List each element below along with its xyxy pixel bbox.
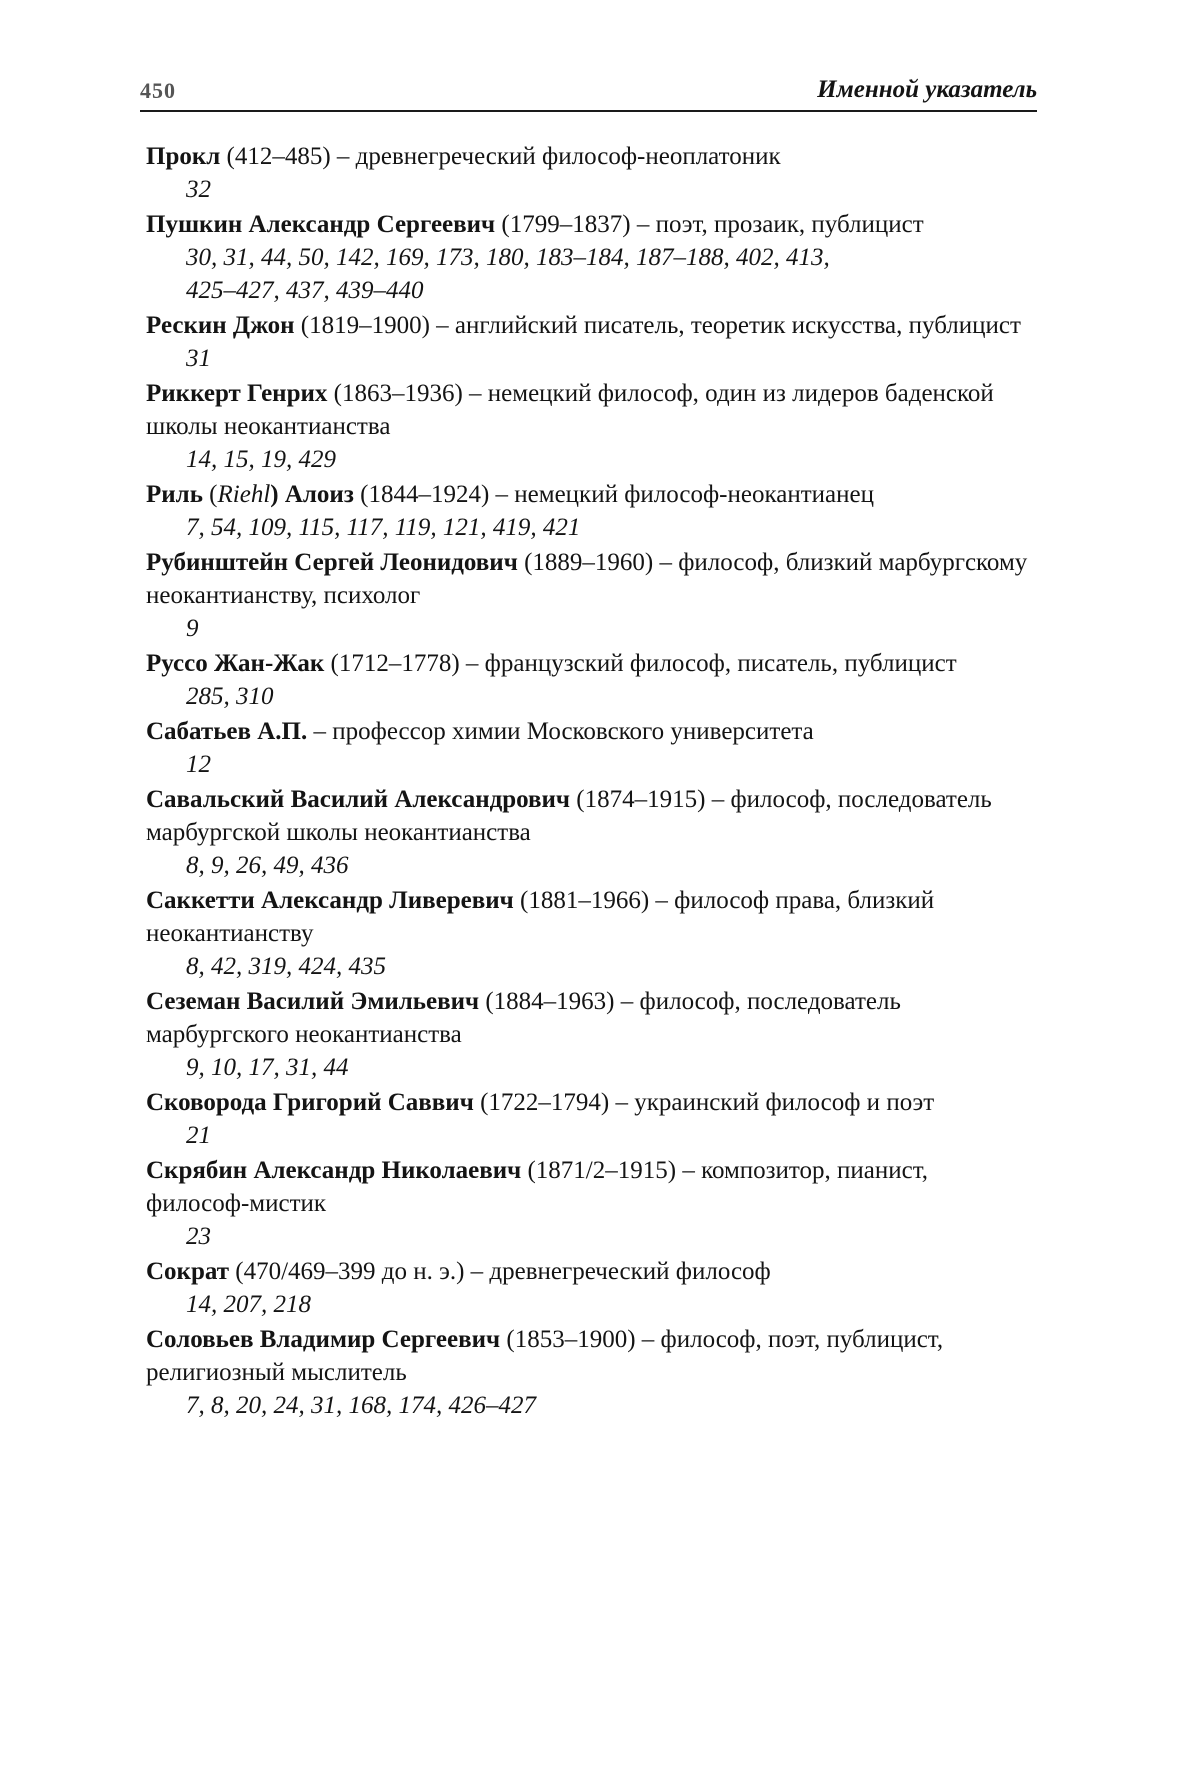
page-references: 21 xyxy=(186,1122,211,1149)
person-name-cont: ) Алоиз xyxy=(270,481,354,508)
index-entry xyxy=(146,715,1036,781)
index-entry xyxy=(146,985,1036,1084)
entry-description xyxy=(146,1086,1036,1119)
page-number: 450 xyxy=(140,78,176,103)
entry-details: – профессор химии Московского университета xyxy=(307,718,814,745)
name-index-list xyxy=(146,140,1036,1424)
entry-description xyxy=(146,647,1036,680)
entry-details: (1712–1778) – французский философ, писатель, публицист xyxy=(324,650,957,677)
index-entry xyxy=(146,1154,1036,1253)
entry-details: (412–485) – древнегреческий философ-неоплатоник xyxy=(220,143,781,170)
person-name: Скрябин Александр Николаевич xyxy=(146,1157,522,1184)
index-entry xyxy=(146,1323,1036,1422)
entry-details: (1722–1794) – украинский философ и поэт xyxy=(473,1089,935,1116)
page-references: 8, 9, 26, 49, 436 xyxy=(186,852,349,879)
entry-details: (1819–1900) – английский писатель, теоретик искусства, публицист xyxy=(294,312,1021,339)
person-name: Сеземан Василий Эмильевич xyxy=(146,988,480,1015)
entry-details: (1881–1966) – философ права, близкий неокантианству xyxy=(146,887,935,947)
index-entry xyxy=(146,647,1036,713)
entry-description xyxy=(146,309,1036,342)
index-entry xyxy=(146,884,1036,983)
index-entry xyxy=(146,546,1036,645)
running-header xyxy=(140,70,1037,112)
entry-description xyxy=(146,1154,1036,1220)
person-name: Риккерт Генрих xyxy=(146,380,328,407)
person-name: Рубинштейн Сергей Леонидович xyxy=(146,549,518,576)
entry-description xyxy=(146,140,1036,173)
name-paren-open: ( xyxy=(202,481,218,508)
entry-details: (1884–1963) – философ, последователь марбургского неокантианства xyxy=(146,988,901,1048)
index-entry xyxy=(146,309,1036,375)
page-references: 285, 310 xyxy=(186,683,274,710)
person-name: Руссо Жан-Жак xyxy=(146,650,325,677)
page-references: 14, 207, 218 xyxy=(186,1291,311,1318)
person-name: Рескин Джон xyxy=(146,312,295,339)
page-references: 9, 10, 17, 31, 44 xyxy=(186,1054,349,1081)
entry-details: (470/469–399 до н. э.) – древнегреческий философ xyxy=(229,1258,771,1285)
entry-details: (1799–1837) – поэт, прозаик, публицист xyxy=(495,211,924,238)
person-name: Прокл xyxy=(146,143,221,170)
section-title: Именной указатель xyxy=(817,76,1037,103)
person-name: Сократ xyxy=(146,1258,229,1285)
person-name: Риль xyxy=(146,481,203,508)
entry-details: (1889–1960) – философ, близкий марбургскому неокантианству, психолог xyxy=(146,549,1028,609)
index-entry xyxy=(146,1255,1036,1321)
person-name: Савальский Василий Александрович xyxy=(146,786,571,813)
person-name: Соловьев Владимир Сергеевич xyxy=(146,1326,501,1353)
index-entry xyxy=(146,140,1036,206)
page-references: 32 xyxy=(186,176,211,203)
index-entry xyxy=(146,208,1036,307)
entry-description xyxy=(146,1323,1036,1389)
index-entry xyxy=(146,478,1036,544)
person-name: Сабатьев А.П. xyxy=(146,718,308,745)
page-references: 23 xyxy=(186,1223,211,1250)
page-references: 7, 54, 109, 115, 117, 119, 121, 419, 421 xyxy=(186,514,581,541)
entry-description xyxy=(146,985,1036,1051)
entry-description xyxy=(146,884,1036,950)
entry-description xyxy=(146,478,1036,511)
page-references: 31 xyxy=(186,345,211,372)
entry-description xyxy=(146,377,1036,443)
page-references: 30, 31, 44, 50, 142, 169, 173, 180, 183–184, 187–188, 402, 413, 425–427, 437, 439–440 xyxy=(186,244,830,304)
latin-name: Riehl xyxy=(217,481,271,508)
person-name: Саккетти Александр Ливеревич xyxy=(146,887,514,914)
index-entry xyxy=(146,1086,1036,1152)
person-name: Сковорода Григорий Саввич xyxy=(146,1089,474,1116)
page-references: 12 xyxy=(186,751,211,778)
entry-description xyxy=(146,208,1036,241)
entry-details: (1874–1915) – философ, последователь марбургской школы неокантианства xyxy=(146,786,992,846)
index-entry xyxy=(146,377,1036,476)
entry-description xyxy=(146,783,1036,849)
entry-details: (1853–1900) – философ, поэт, публицист, религиозный мыслитель xyxy=(146,1326,944,1386)
page-references: 14, 15, 19, 429 xyxy=(186,446,336,473)
page-references: 7, 8, 20, 24, 31, 168, 174, 426–427 xyxy=(186,1392,536,1419)
entry-details: (1871/2–1915) – композитор, пианист, философ-мистик xyxy=(146,1157,929,1217)
index-entry xyxy=(146,783,1036,882)
entry-details: (1844–1924) – немецкий философ-неокантианец xyxy=(353,481,874,508)
person-name: Пушкин Александр Сергеевич xyxy=(146,211,496,238)
entry-description xyxy=(146,546,1036,612)
entry-description xyxy=(146,1255,1036,1288)
entry-description xyxy=(146,715,1036,748)
page-references: 8, 42, 319, 424, 435 xyxy=(186,953,386,980)
entry-details: (1863–1936) – немецкий философ, один из лидеров баденской школы неокантианства xyxy=(146,380,994,440)
page-references: 9 xyxy=(186,615,199,642)
